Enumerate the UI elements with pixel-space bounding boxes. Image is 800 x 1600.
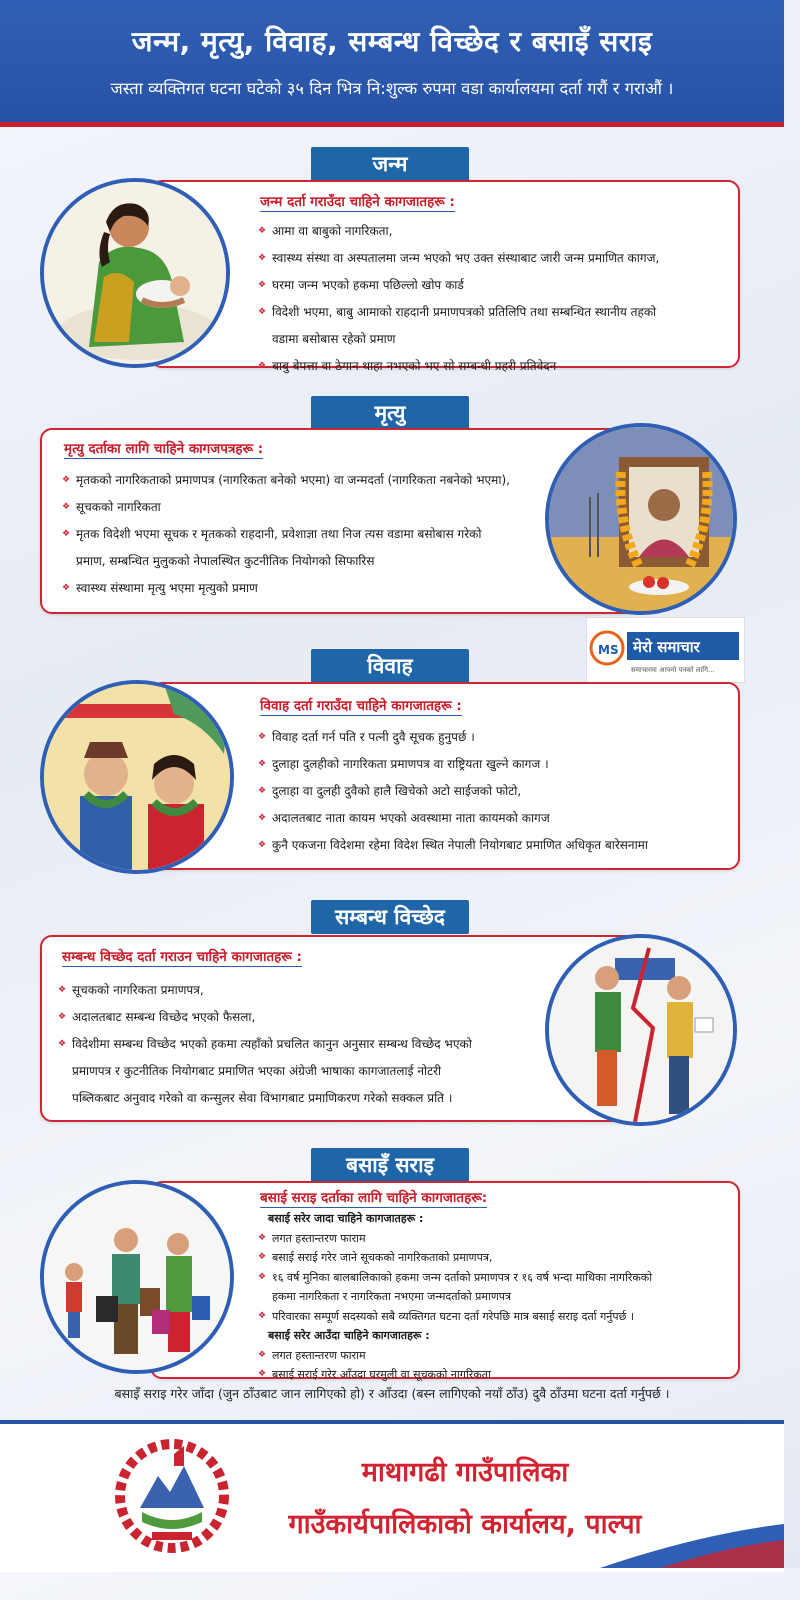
list-item: ❖ कुनै एकजना विदेशमा रहेमा विदेश स्थित नेपाली नियोगबाट प्रमाणित अधिकृत बारेसनामा <box>258 832 736 859</box>
divorce-illustration <box>545 934 737 1126</box>
marriage-card <box>150 682 740 870</box>
list-item: ❖ लगत हस्तान्तरण फाराम <box>258 1346 736 1366</box>
migration-subheading-in: बसाई सरेर आउँदा चाहिने कागजातहरू : <box>268 1329 430 1342</box>
migration-illustration <box>40 1180 234 1374</box>
list-item: ❖ स्वास्थ्य संस्था वा अस्पतालमा जन्म भएको भए उक्त संस्थाबाट जारी जन्म प्रमाणित कागज, <box>258 245 736 272</box>
office-name: गाउँकार्यपालिकाको कार्यालय, पाल्पा <box>288 1509 642 1540</box>
list-item: ❖ सूचकको नागरिकता <box>62 494 562 521</box>
list-item: ❖ स्वास्थ्य संस्थामा मृत्यु भएमा मृत्युको प्रमाण <box>62 575 562 602</box>
svg-text:मेरो समाचार: मेरो समाचार <box>633 638 700 656</box>
list-item: ❖ विदेशी भएमा, बाबु आमाको राहदानी प्रमाणपत्रको प्रतिलिपि तथा सम्बन्धित स्थानीय तहको वडामा बसोबास रहेको प्रमाण <box>258 299 736 353</box>
death-heading: मृत्यु दर्ताका लागि चाहिने कागजपत्रहरू : <box>64 441 264 457</box>
list-item: ❖ आमा वा बाबुको नागरिकता, <box>258 218 736 245</box>
news-logo-icon <box>587 618 744 682</box>
svg-text:समाचारमा आफ्नो पनको लागि...: समाचारमा आफ्नो पनको लागि... <box>631 666 715 674</box>
municipality-emblem-icon <box>112 1436 232 1556</box>
list-item: ❖ १६ वर्ष मुनिका बालबालिकाको हकमा जन्म दर्ताको प्रमाणपत्र र १६ वर्ष भन्दा माथिका नागरिकको हकमा नागरिकता र नागरिकता नभएमा जन्मदर्ताको प्रमाणपत्र <box>258 1268 736 1307</box>
divorce-list <box>58 977 538 1112</box>
list-item: ❖ विवाह दर्ता गर्न पति र पत्नी दुवै सूचक हुनुपर्छ । <box>258 724 736 751</box>
memorial-portrait-icon <box>549 427 733 611</box>
list-item: ❖ दुलाहा दुलहीको नागरिकता प्रमाणपत्र वा राष्ट्रियता खुल्ने कागज । <box>258 751 736 778</box>
list-item: ❖ बसाई सराई गरेर जाने सूचकको नागरिकताको प्रमाणपत्र, <box>258 1248 736 1268</box>
section-title-migration: बसाइँ सराइ <box>311 1148 469 1182</box>
birth-list <box>258 218 736 380</box>
list-item: ❖ अदालतबाट सम्बन्ध विच्छेद भएको फैसला, <box>58 1004 538 1031</box>
list-item: ❖ बाबु बेपत्ता वा ठेगान थाहा नभएको भए सो सम्बन्धी प्रहरी प्रतिवेदन <box>258 353 736 380</box>
section-title-marriage: विवाह <box>311 649 469 683</box>
list-item: ❖ मृतकको नागरिकताको प्रमाणपत्र (नागरिकता बनेको भएमा) वा जन्मदर्ता (नागरिकता नबनेको भएमा), <box>62 467 562 494</box>
svg-text:MS: MS <box>598 643 619 657</box>
page-subtitle: जस्ता व्यक्तिगत घटना घटेको ३५ दिन भित्र नि:शुल्क रुपमा वडा कार्यालयमा दर्ता गरौं र गराऔं । <box>110 79 674 98</box>
marriage-list <box>258 724 736 859</box>
death-illustration <box>545 423 737 615</box>
municipality-name: माथागढी गाउँपालिका <box>361 1457 569 1488</box>
migration-card <box>150 1181 740 1379</box>
separated-couple-icon <box>549 938 733 1122</box>
list-item: ❖ मृतक विदेशी भएमा सूचक र मृतकको राहदानी, प्रवेशाज्ञा तथा निज त्यस वडामा बसोबास गरेको प्रमाण, सम्बन्धित मुलुकको नेपालस्थित कुटनीतिक नियोगको सिफारिस <box>62 521 562 575</box>
list-item: ❖ लगत हस्तान्तरण फाराम <box>258 1229 736 1249</box>
list-item: ❖ विदेशीमा सम्बन्ध विच्छेद भएको हकमा त्यहाँको प्रचलित कानुन अनुसार सम्बन्ध विच्छेद भएको प्रमाणपत्र र कुटनीतिक नियोगबाट प्रमाणित भएका अंग्रेजी भाषाका कागजातलाई नोटरी पब्लिकबाट अनुवाद गरेको वा कन्सुलर सेवा विभागबाट प्रमाणिकरण गरेको सक्कल प्रति । <box>58 1031 538 1112</box>
birth-heading: जन्म दर्ता गराउँदा चाहिने कागजातहरू : <box>260 194 455 210</box>
list-item: ❖ घरमा जन्म भएको हकमा पछिल्लो खोप कार्ड <box>258 272 736 299</box>
section-title-death: मृत्यु <box>311 396 469 430</box>
mero-samachar-logo <box>586 617 745 683</box>
divorce-heading: सम्बन्ध विच्छेद दर्ता गराउन चाहिने कागजातहरू : <box>62 949 302 965</box>
migration-list <box>258 1209 736 1385</box>
decorative-corner-wave <box>600 1524 784 1568</box>
mother-baby-icon <box>44 182 226 364</box>
list-item: ❖ बसाई सराई गरेर आँउदा घरमुली वा सूचकको नागरिकता <box>258 1365 736 1385</box>
page-header <box>0 0 784 127</box>
list-item: ❖ सूचकको नागरिकता प्रमाणपत्र, <box>58 977 538 1004</box>
list-item: ❖ अदालतबाट नाता कायम भएको अवस्थामा नाता कायमको कागज <box>258 805 736 832</box>
birth-illustration <box>40 178 230 368</box>
section-title-divorce: सम्बन्ध विच्छेद <box>311 900 469 934</box>
marriage-heading: विवाह दर्ता गराउँदा चाहिने कागजातहरू : <box>260 698 462 714</box>
page-title: जन्म, मृत्यु, विवाह, सम्बन्ध विच्छेद र बसाइँ सराइ <box>131 25 653 58</box>
migration-subheading-out: बसाई सरेर जादा चाहिने कागजातहरू : <box>268 1212 424 1225</box>
bride-groom-icon <box>44 684 230 870</box>
birth-card <box>150 180 740 373</box>
migration-note: बसाइँ सराइ गरेर जाँदा (जुन ठाँउबाट जान लागिएको हो) र आँउदा (बस्न लागिएको नयाँ ठाँउ) दुवै ठाँउमा घटना दर्ता गर्नुपर्छ । <box>114 1386 670 1401</box>
section-title-birth: जन्म <box>311 147 469 181</box>
page-footer <box>0 1420 784 1572</box>
death-list <box>62 467 562 602</box>
family-moving-icon <box>44 1184 230 1370</box>
migration-heading: बसाई सराइ दर्ताका लागि चाहिने कागजातहरू: <box>260 1190 488 1206</box>
list-item: ❖ दुलाहा वा दुलही दुवैको हालै खिचेको अटो साईजको फोटो, <box>258 778 736 805</box>
marriage-illustration <box>40 680 234 874</box>
list-item: ❖ परिवारका सम्पूर्ण सदस्यको सबै व्यक्तिगत घटना दर्ता गरेपछि मात्र बसाई सराइ दर्ता गर्नुपर्छ । <box>258 1307 736 1327</box>
